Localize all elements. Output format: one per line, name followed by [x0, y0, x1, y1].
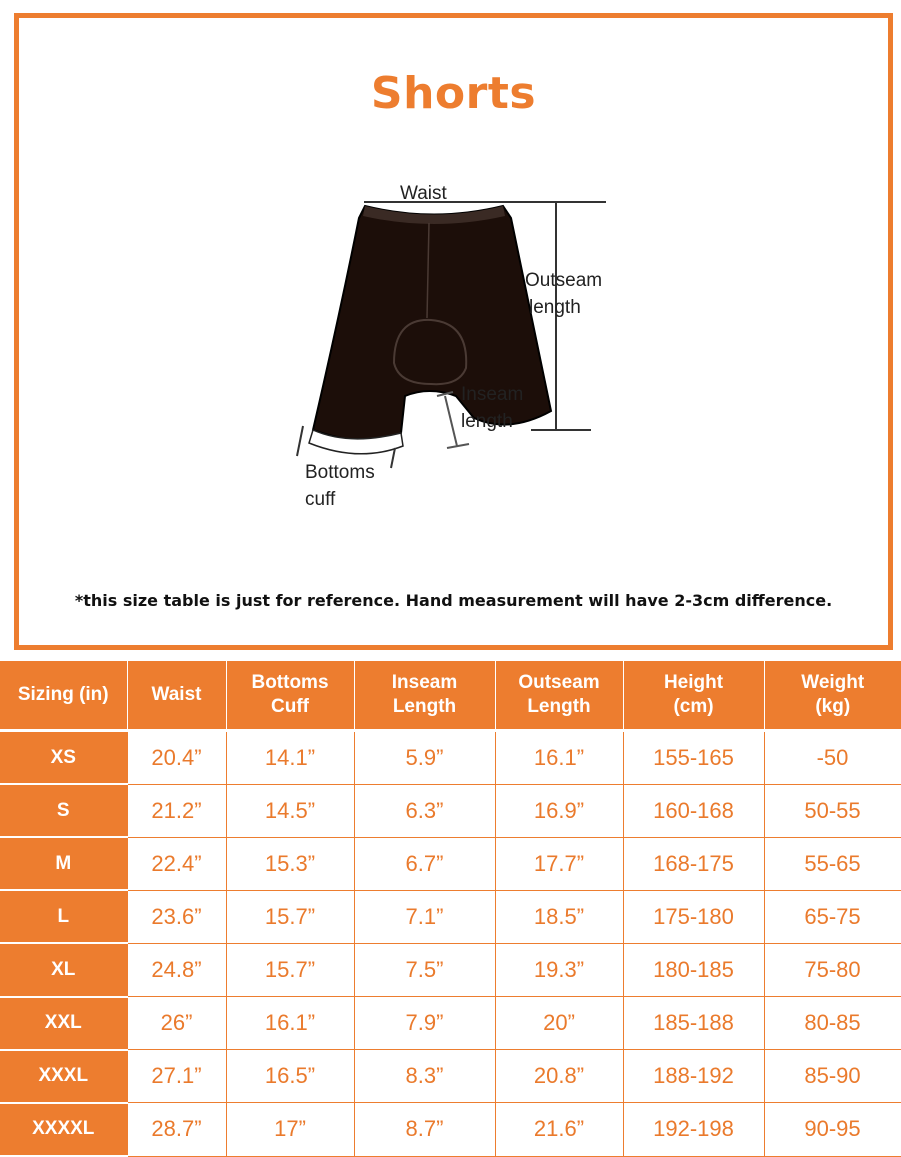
table-row: [0, 943, 901, 996]
cell-waist: 28.7”: [127, 1103, 226, 1156]
cell-outseam-length: 19.3”: [495, 943, 623, 996]
inseam-label-1: Inseam: [461, 384, 524, 405]
shorts-silhouette: [313, 206, 551, 441]
bottoms-cuff-tick: [391, 448, 395, 468]
table-row: [0, 1050, 901, 1103]
column-header-height: [623, 661, 764, 731]
cell-weight: 65-75: [764, 890, 901, 943]
cell-inseam-length: 8.7”: [354, 1103, 495, 1156]
shorts-diagram: [19, 18, 888, 645]
column-header-text: Cuff: [271, 696, 309, 717]
column-header-text: (kg): [815, 696, 851, 717]
column-header-text: Length: [392, 696, 457, 717]
cell-height: 160-168: [623, 784, 764, 837]
shorts-size-panel: [14, 13, 893, 650]
cell-outseam-length: 17.7”: [495, 837, 623, 890]
cell-outseam-length: 16.9”: [495, 784, 623, 837]
cell-bottoms-cuff: 17”: [226, 1103, 354, 1156]
cell-bottoms-cuff: 15.7”: [226, 943, 354, 996]
cell-bottoms-cuff: 16.5”: [226, 1050, 354, 1103]
cell-height: 180-185: [623, 943, 764, 996]
size-label: S: [0, 784, 127, 837]
cell-waist: 24.8”: [127, 943, 226, 996]
column-header-bottoms-cuff: [226, 661, 354, 731]
column-header-weight: [764, 661, 901, 731]
inseam-label-2: length: [461, 411, 513, 432]
cell-weight: 55-65: [764, 837, 901, 890]
table-row: [0, 784, 901, 837]
cell-height: 192-198: [623, 1103, 764, 1156]
cell-inseam-length: 7.5”: [354, 943, 495, 996]
size-table: [0, 661, 901, 1157]
table-row: [0, 1103, 901, 1156]
cell-weight: 75-80: [764, 943, 901, 996]
size-label: L: [0, 890, 127, 943]
column-header-sizing: [0, 661, 127, 731]
cell-outseam-length: 18.5”: [495, 890, 623, 943]
cell-height: 168-175: [623, 837, 764, 890]
column-header-text: Length: [527, 696, 591, 717]
cell-height: 185-188: [623, 997, 764, 1050]
cell-height: 175-180: [623, 890, 764, 943]
column-header-outseam-length: [495, 661, 623, 731]
cell-waist: 27.1”: [127, 1050, 226, 1103]
outseam-label-2: length: [529, 297, 581, 318]
column-header-text: Bottoms: [251, 672, 329, 693]
bottoms-label-2: cuff: [305, 489, 336, 510]
table-row: [0, 731, 901, 785]
column-header-waist: [127, 661, 226, 731]
cell-outseam-length: 16.1”: [495, 731, 623, 785]
cell-outseam-length: 20”: [495, 997, 623, 1050]
inseam-line: [445, 396, 457, 446]
cell-weight: 85-90: [764, 1050, 901, 1103]
size-label: XXL: [0, 997, 127, 1050]
cell-outseam-length: 20.8”: [495, 1050, 623, 1103]
page-title: Shorts: [370, 68, 537, 119]
cell-bottoms-cuff: 14.1”: [226, 731, 354, 785]
column-header-text: Waist: [151, 684, 202, 705]
bottoms-cuff-line: [297, 426, 303, 456]
column-header-text: Outseam: [518, 672, 600, 693]
table-row: [0, 890, 901, 943]
cell-bottoms-cuff: 15.3”: [226, 837, 354, 890]
cell-inseam-length: 7.1”: [354, 890, 495, 943]
cell-bottoms-cuff: 16.1”: [226, 997, 354, 1050]
cell-height: 155-165: [623, 731, 764, 785]
table-header-row: [0, 661, 901, 731]
cell-weight: 80-85: [764, 997, 901, 1050]
bottoms-label-1: Bottoms: [305, 462, 375, 483]
cell-outseam-length: 21.6”: [495, 1103, 623, 1156]
cell-bottoms-cuff: 15.7”: [226, 890, 354, 943]
cell-waist: 20.4”: [127, 731, 226, 785]
cell-height: 188-192: [623, 1050, 764, 1103]
cell-waist: 26”: [127, 997, 226, 1050]
column-header-text: Height: [663, 672, 724, 693]
reference-note: *this size table is just for reference. Hand measurement will have 2-3cm difference.: [74, 591, 833, 610]
size-label: M: [0, 837, 127, 890]
cell-waist: 23.6”: [127, 890, 226, 943]
cell-waist: 22.4”: [127, 837, 226, 890]
cell-weight: 90-95: [764, 1103, 901, 1156]
inseam-bottom-tick: [447, 444, 469, 448]
outseam-label-1: Outseam: [525, 270, 603, 291]
cell-bottoms-cuff: 14.5”: [226, 784, 354, 837]
cell-inseam-length: 5.9”: [354, 731, 495, 785]
column-header-inseam-length: [354, 661, 495, 731]
cell-weight: -50: [764, 731, 901, 785]
cell-inseam-length: 7.9”: [354, 997, 495, 1050]
table-row: [0, 997, 901, 1050]
cell-inseam-length: 6.7”: [354, 837, 495, 890]
size-label: XXXL: [0, 1050, 127, 1103]
column-header-text: Sizing (in): [17, 684, 109, 705]
cell-inseam-length: 8.3”: [354, 1050, 495, 1103]
cell-inseam-length: 6.3”: [354, 784, 495, 837]
table-body: [0, 731, 901, 1157]
cell-waist: 21.2”: [127, 784, 226, 837]
waist-label: Waist: [400, 183, 447, 204]
column-header-text: Weight: [801, 672, 865, 693]
cell-weight: 50-55: [764, 784, 901, 837]
size-label: XXXXL: [0, 1103, 127, 1156]
size-label: XS: [0, 731, 127, 785]
table-row: [0, 837, 901, 890]
column-header-text: Inseam: [391, 672, 458, 693]
column-header-text: (cm): [673, 696, 714, 717]
size-label: XL: [0, 943, 127, 996]
